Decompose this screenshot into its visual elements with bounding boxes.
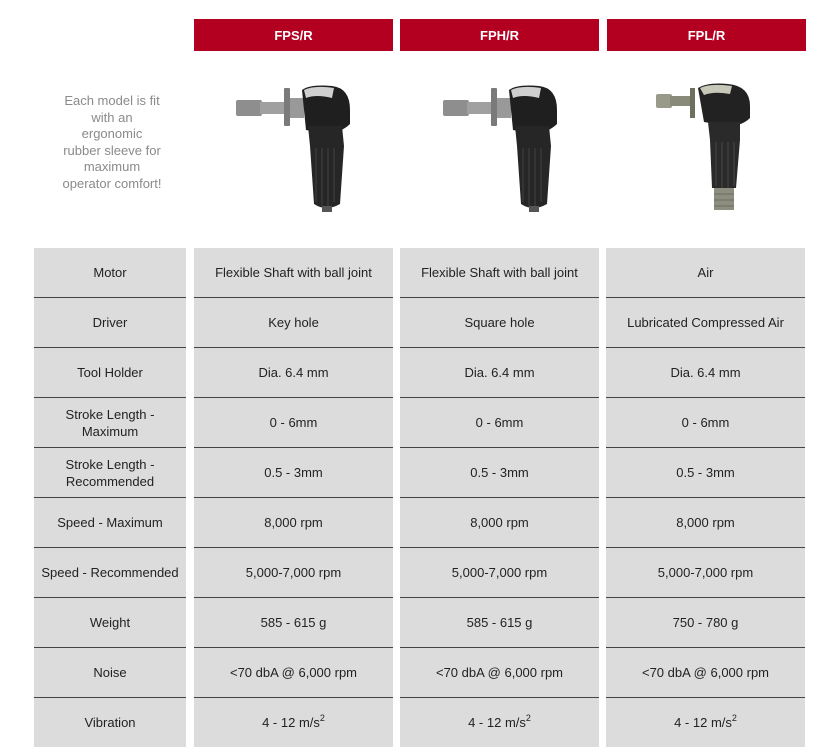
unit-superscript: 2: [525, 713, 531, 723]
column-gap: [186, 348, 194, 398]
spec-value: 5,000-7,000 rpm: [451, 565, 548, 580]
column-header-fpl-r: FPL/R: [607, 19, 806, 51]
column-gap: [186, 298, 194, 348]
spec-cell: [606, 498, 805, 548]
column-gap: [186, 448, 194, 498]
column-gap: [393, 598, 400, 648]
spec-row-label: Speed - Recommended: [34, 548, 186, 598]
column-gap: [393, 398, 400, 448]
spec-cell: [606, 348, 805, 398]
spec-row: [34, 598, 805, 648]
column-gap: [393, 648, 400, 698]
spec-cell: [400, 398, 599, 448]
column-header-fps-r: FPS/R: [194, 19, 393, 51]
spec-value: Flexible Shaft with ball joint: [421, 265, 578, 280]
spec-row-label: Driver: [34, 298, 186, 348]
spec-value: <70 dbA @ 6,000 rpm: [641, 665, 770, 680]
unit-superscript: 2: [319, 713, 325, 723]
spec-value: 4 - 12 m/s: [674, 715, 732, 730]
column-gap: [186, 248, 194, 298]
column-gap: [186, 598, 194, 648]
spec-cell: [400, 698, 599, 747]
spec-value: 585 - 615 g: [466, 615, 533, 630]
spec-cell: [606, 298, 805, 348]
spec-row-label: Vibration: [34, 698, 186, 747]
spec-value: 585 - 615 g: [260, 615, 327, 630]
column-gap: [599, 698, 606, 747]
spec-cell: [400, 448, 599, 498]
spec-row: [34, 698, 805, 747]
spec-cell: [606, 448, 805, 498]
spec-value: 4 - 12 m/s: [262, 715, 320, 730]
spec-value: 0.5 - 3mm: [470, 465, 529, 480]
spec-value: 8,000 rpm: [676, 515, 735, 530]
column-gap: [599, 548, 606, 598]
column-gap: [393, 498, 400, 548]
spec-cell: [194, 398, 393, 448]
spec-value: Flexible Shaft with ball joint: [215, 265, 372, 280]
spec-value: 0.5 - 3mm: [264, 465, 323, 480]
spec-row-label: Speed - Maximum: [34, 498, 186, 548]
fps-r-tool-image: [232, 82, 356, 216]
spec-cell: [606, 548, 805, 598]
column-gap: [186, 398, 194, 448]
spec-cell: [606, 698, 805, 747]
spec-row-label: Noise: [34, 648, 186, 698]
column-gap: [599, 648, 606, 698]
spec-cell: [194, 598, 393, 648]
column-gap: [393, 248, 400, 298]
column-gap: [393, 448, 400, 498]
spec-value: <70 dbA @ 6,000 rpm: [435, 665, 564, 680]
spec-row: [34, 448, 805, 498]
column-gap: [186, 698, 194, 747]
column-header-fph-r: FPH/R: [400, 19, 599, 51]
spec-cell: [194, 448, 393, 498]
spec-cell: [194, 348, 393, 398]
column-gap: [599, 348, 606, 398]
spec-value: Key hole: [268, 315, 319, 330]
column-gap: [599, 498, 606, 548]
spec-row-label: Stroke Length - Recommended: [34, 448, 186, 498]
spec-value: 8,000 rpm: [470, 515, 529, 530]
spec-value: <70 dbA @ 6,000 rpm: [229, 665, 358, 680]
spec-value: 0 - 6mm: [475, 415, 524, 430]
spec-value: 0.5 - 3mm: [676, 465, 735, 480]
spec-cell: [194, 248, 393, 298]
spec-row-label: Weight: [34, 598, 186, 648]
column-gap: [393, 548, 400, 598]
spec-cell: [400, 248, 599, 298]
column-gap: [393, 698, 400, 747]
fpl-r-tool-image: [652, 82, 756, 216]
unit-superscript: 2: [731, 713, 737, 723]
spec-cell: [194, 698, 393, 747]
spec-cell: [606, 648, 805, 698]
spec-cell: [400, 348, 599, 398]
spec-cell: [400, 598, 599, 648]
spec-row: [34, 348, 805, 398]
column-gap: [186, 498, 194, 548]
fph-r-tool-image: [439, 82, 563, 216]
spec-row: [34, 548, 805, 598]
spec-value: 750 - 780 g: [672, 615, 739, 630]
spec-value: Lubricated Compressed Air: [627, 315, 784, 330]
spec-cell: [400, 648, 599, 698]
spec-value: Dia. 6.4 mm: [258, 365, 329, 380]
spec-value: 5,000-7,000 rpm: [245, 565, 342, 580]
column-gap: [186, 548, 194, 598]
spec-row-label: Tool Holder: [34, 348, 186, 398]
spec-cell: [400, 548, 599, 598]
ergonomic-note: Each model is fit with an ergonomic rubber sleeve for maximum operator comfort!: [62, 93, 162, 191]
column-gap: [599, 448, 606, 498]
spec-value: 5,000-7,000 rpm: [657, 565, 754, 580]
specification-table: [34, 248, 805, 747]
spec-row-label: Stroke Length - Maximum: [34, 398, 186, 448]
spec-value: 0 - 6mm: [681, 415, 730, 430]
spec-row: [34, 248, 805, 298]
spec-cell: [194, 648, 393, 698]
spec-cell: [400, 498, 599, 548]
column-gap: [599, 598, 606, 648]
column-gap: [393, 348, 400, 398]
spec-cell: [606, 398, 805, 448]
spec-cell: [606, 248, 805, 298]
spec-cell: [194, 548, 393, 598]
column-gap: [186, 648, 194, 698]
spec-value: Dia. 6.4 mm: [670, 365, 741, 380]
spec-row: [34, 398, 805, 448]
spec-value: 0 - 6mm: [269, 415, 318, 430]
spec-value: 4 - 12 m/s: [468, 715, 526, 730]
spec-cell: [194, 498, 393, 548]
spec-value: Square hole: [464, 315, 535, 330]
spec-row: [34, 498, 805, 548]
spec-value: Dia. 6.4 mm: [464, 365, 535, 380]
spec-cell: [400, 298, 599, 348]
spec-value: Air: [697, 265, 714, 280]
spec-row: [34, 648, 805, 698]
column-gap: [599, 398, 606, 448]
column-gap: [599, 248, 606, 298]
spec-value: 8,000 rpm: [264, 515, 323, 530]
column-gap: [599, 298, 606, 348]
column-gap: [393, 298, 400, 348]
spec-row: [34, 298, 805, 348]
spec-cell: [194, 298, 393, 348]
spec-cell: [606, 598, 805, 648]
spec-row-label: Motor: [34, 248, 186, 298]
